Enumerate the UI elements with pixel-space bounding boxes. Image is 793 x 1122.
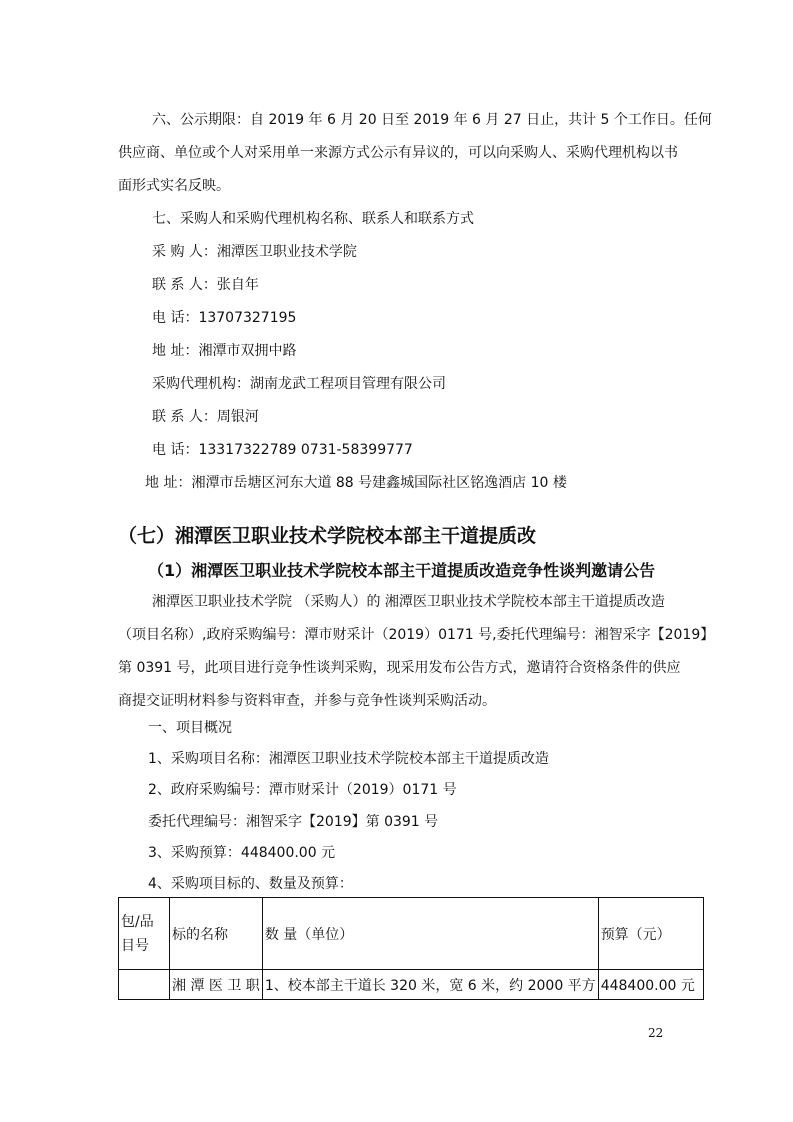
table-row: [119, 970, 704, 1000]
agency-contact: 联 系 人：周银河: [152, 409, 259, 425]
notice-item6-line3: 面形式实名反映。: [118, 178, 230, 194]
row-package: [119, 970, 170, 1000]
purchaser-name: 采 购 人：湘潭医卫职业技术学院: [152, 244, 357, 260]
overview-item1: 1、采购项目名称：湘潭医卫职业技术学院校本部主干道提质改造: [148, 751, 549, 767]
row-item-name: 湘 潭 医 卫 职: [170, 970, 263, 1000]
row-budget: 448400.00 元: [598, 970, 703, 1000]
agency-phone: 电 话：13317322789 0731-58399777: [152, 442, 413, 458]
notice-item6-line1: 六、公示期限：自 2019 年 6 月 20 日至 2019 年 6 月 27 日止，共计 5 个工作日。任何: [152, 112, 712, 128]
intro-line4: 商提交证明材料参与资料审查，并参与竞争性谈判采购活动。: [118, 693, 496, 709]
row-quantity: 1、校本部主干道长 320 米，宽 6 米，约 2000 平方: [262, 970, 598, 1000]
notice-item6-line2: 供应商、单位或个人对采用单一来源方式公示有异议的，可以向采购人、采购代理机构以书: [118, 145, 678, 161]
notice-item7-title: 七、采购人和采购代理机构名称、联系人和联系方式: [152, 211, 474, 227]
intro-line3: 第 0391 号，此项目进行竞争性谈判采购，现采用发布公告方式，邀请符合资格条件的供应: [118, 660, 681, 676]
header-package: [119, 898, 170, 970]
agency-address: 地 址：湘潭市岳塘区河东大道 88 号建鑫城国际社区铭逸酒店 10 楼: [145, 475, 567, 491]
header-budget: 预算（元）: [598, 898, 703, 970]
section-subheading: （1）湘潭医卫职业技术学院校本部主干道提质改造竞争性谈判邀请公告: [148, 561, 656, 580]
page-number: 22: [648, 1026, 664, 1040]
table-header-row: [119, 898, 704, 970]
header-quantity: 数 量（单位）: [262, 898, 598, 970]
overview-item2: 2、政府采购编号：潭市财采计（2019）0171 号: [148, 782, 457, 798]
purchaser-phone: 电 话：13707327195: [152, 310, 297, 326]
intro-line2: （项目名称）,政府采购编号：潭市财采计（2019）0171 号,委托代理编号：湘智采字【2019】: [118, 627, 715, 643]
items-table: [118, 897, 704, 1000]
header-package-line1: 包/品: [121, 913, 154, 930]
section-heading: （七）湘潭医卫职业技术学院校本部主干道提质改: [118, 525, 537, 547]
agency-name: 采购代理机构：湖南龙武工程项目管理有限公司: [152, 376, 446, 392]
header-package-line2: 目号: [121, 937, 149, 954]
overview-agency-no: 委托代理编号：湘智采字【2019】第 0391 号: [148, 814, 439, 830]
intro-line1: 湘潭医卫职业技术学院 （采购人）的 湘潭医卫职业技术学院校本部主干道提质改造: [152, 594, 665, 610]
purchaser-address: 地 址：湘潭市双拥中路: [152, 343, 297, 359]
header-item-name: 标的名称: [170, 898, 263, 970]
overview-item4: 4、采购项目标的、数量及预算：: [148, 876, 353, 892]
purchaser-contact: 联 系 人：张自年: [152, 277, 259, 293]
overview-item3: 3、采购预算：448400.00 元: [148, 845, 336, 861]
overview-title: 一、项目概况: [148, 720, 232, 736]
